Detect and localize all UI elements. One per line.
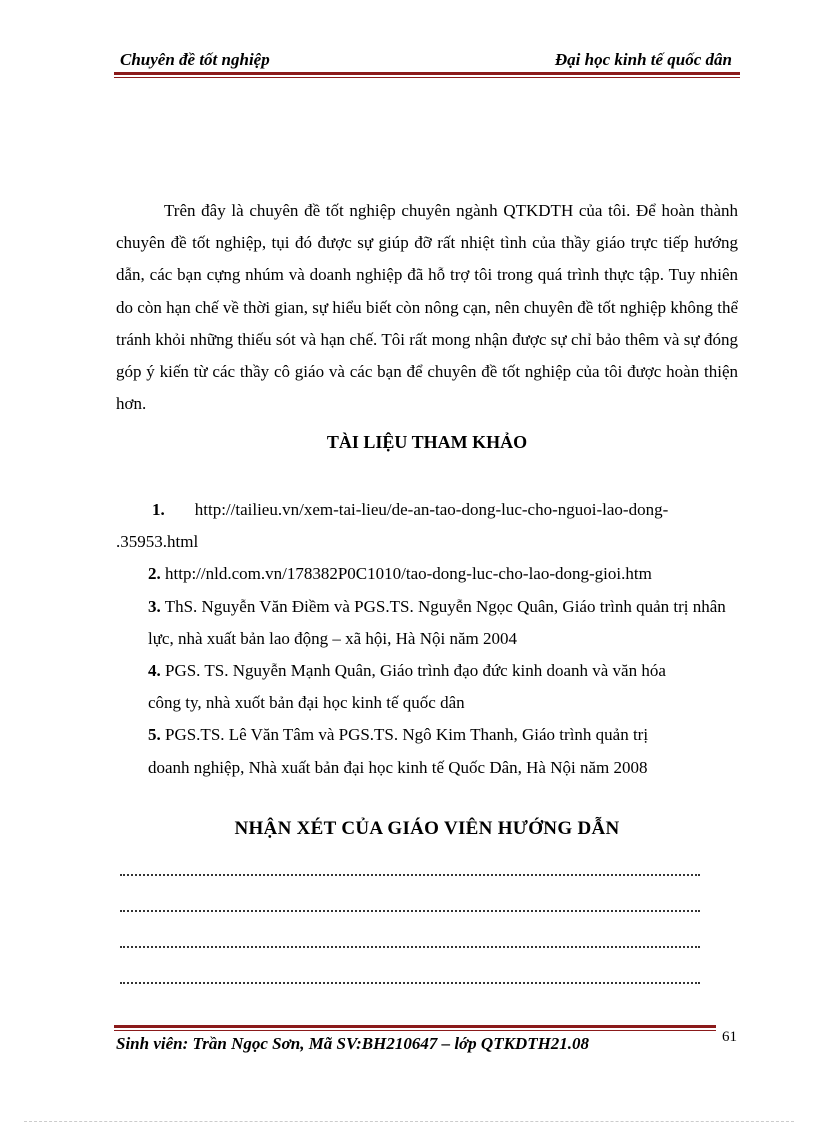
- reference-number: 1.: [152, 500, 165, 519]
- reference-item-5-continued: [116, 752, 738, 784]
- reference-item-4-continued: [116, 687, 738, 719]
- reference-link-continued[interactable]: .35953.html: [116, 532, 199, 552]
- reference-number: 5.: [148, 725, 161, 745]
- reference-text-continued: lực, nhà xuất bản lao động – xã hội, Hà Nội năm 2004: [148, 628, 517, 648]
- closing-paragraph: Trên đây là chuyên đề tốt nghiệp chuyên ngành QTKDTH của tôi. Để hoàn thành chuyên đề tốt nghiệp, tụi đó được sự giúp đỡ rất nhiệt tình của thầy giáo trực tiếp hướng dẫn, các bạn cựng nhúm và doanh nghiệp đã hỗ trợ tôi trong quá trình thực tập. Tuy nhiên do còn hạn chế về thời gian, sự hiểu biết còn nông cạn, nên chuyên đề tốt nghiệp không thể tránh khỏi những thiếu sót và hạn chế. Tôi rất mong nhận được sự chỉ bảo thêm và sự đóng góp ý kiến từ các thầy cô giáo và các bạn để chuyên đề tốt nghiệp của tôi được hoàn thiện hơn.: [116, 201, 738, 414]
- reference-item-1-continued: [116, 526, 738, 558]
- page-number: 61: [722, 1029, 737, 1045]
- header-university: Đại học kinh tế quốc dân: [554, 50, 732, 69]
- reference-number: 3.: [148, 596, 161, 616]
- reference-item-3: [116, 591, 738, 623]
- reference-link[interactable]: http://nld.com.vn/178382P0C1010/tao-dong-luc-cho-lao-dong-gioi.htm: [160, 564, 652, 584]
- footer-rule-thick: [114, 1025, 716, 1028]
- reference-text-continued: công ty, nhà xuốt bản đại học kinh tế quốc dân: [148, 693, 465, 713]
- footer-rule-thin: [114, 1030, 716, 1031]
- header-rule-thick: [114, 72, 740, 75]
- reference-item-1: [116, 494, 738, 526]
- comment-line-1: [120, 872, 700, 876]
- reference-item-3-continued: [116, 623, 738, 655]
- reference-link[interactable]: http://tailieu.vn/xem-tai-lieu/de-an-tao-dong-luc-cho-nguoi-lao-dong-: [194, 500, 669, 519]
- supervisor-comments-title: NHẬN XÉT CỦA GIÁO VIÊN HƯỚNG DẪN: [234, 818, 620, 839]
- reference-text: PGS.TS. Lê Văn Tâm và PGS.TS. Ngô Kim Thanh, Giáo trình quản trị: [160, 725, 649, 745]
- reference-text-continued: doanh nghiệp, Nhà xuất bản đại học kinh tế Quốc Dân, Hà Nội năm 2008: [148, 757, 648, 777]
- reference-text: ThS. Nguyễn Văn Điềm và PGS.TS. Nguyễn Ngọc Quân, Giáo trình quản trị nhân: [160, 596, 726, 616]
- reference-text: PGS. TS. Nguyễn Mạnh Quân, Giáo trình đạo đức kinh doanh và văn hóa: [160, 661, 666, 681]
- references-title: TÀI LIỆU THAM KHẢO: [326, 432, 528, 452]
- header-rule-thin: [114, 77, 740, 78]
- footer-student-info: Sinh viên: Trần Ngọc Sơn, Mã SV:BH210647 – lớp QTKDTH21.08: [116, 1034, 590, 1053]
- reference-number: 4.: [148, 661, 161, 681]
- page-edge: [24, 1121, 794, 1122]
- reference-number: 2.: [148, 564, 161, 584]
- header-document-type: Chuyên đề tốt nghiệp: [120, 50, 270, 69]
- reference-item-4: [116, 655, 738, 687]
- comment-line-3: [120, 944, 700, 948]
- reference-item-2: [116, 558, 738, 590]
- page-header: [116, 48, 736, 70]
- references-list: [116, 494, 738, 784]
- comment-line-4: [120, 980, 700, 984]
- comment-line-2: [120, 908, 700, 912]
- reference-item-5: [116, 719, 738, 751]
